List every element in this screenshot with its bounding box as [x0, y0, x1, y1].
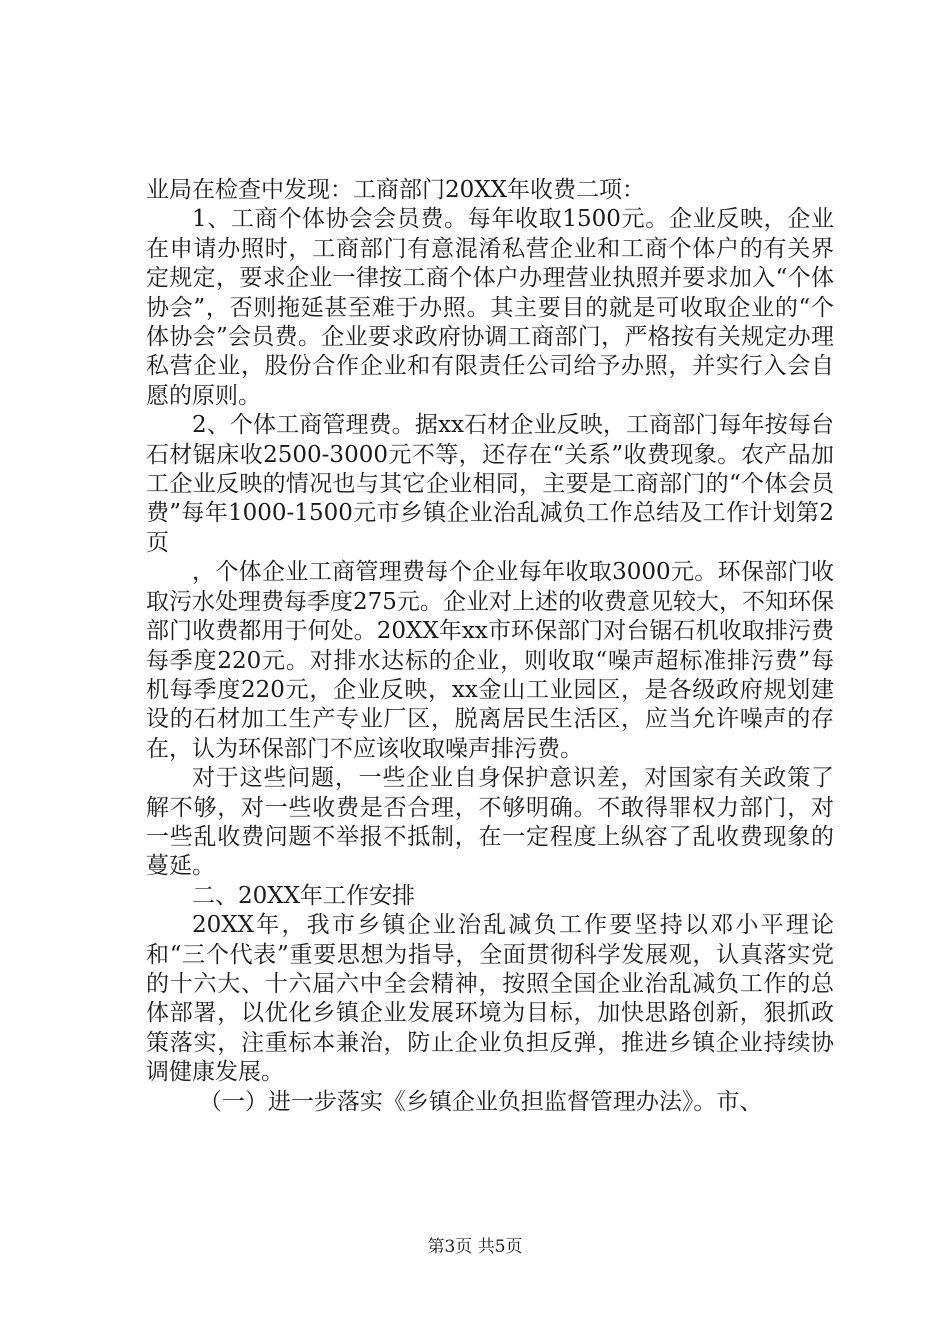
paragraph-fees-continued: ，个体企业工商管理费每个企业每年收取3000元。环保部门收取污水处理费每季度275元。企业对上述的收费意见较大，不知环保部门收费都用于何处。20XX年xx市环保部门对台锯石机收取排污费每季度220元。对排水达标的企业，则收取“噪声超标准排污费”每机每季度220元，企业反映，xx金山工业园区，是各级政府规划建设的石材加工生产专业厂区，脱离居民生活区，应当允许噪声的存在，认为环保部门不应该收取噪声排污费。 [146, 559, 834, 762]
paragraph-problems: 对于这些问题，一些企业自身保护意识差，对国家有关政策了解不够，对一些收费是否合理，不够明确。不敢得罪权力部门，对一些乱收费问题不举报不抵制，在一定程度上纵容了乱收费现象的蔓延。 [146, 765, 834, 880]
paragraph-item-2: 2、个体工商管理费。据xx石材企业反映，工商部门每年按每台石材锯床收2500-3000元不等，还存在“关系”收费现象。农产品加工企业反映的情况也与其它企业相同，主要是工商部门的“个体会员费”每年1000-1500元市乡镇企业治乱减负工作总结及工作计划第2页 [146, 412, 834, 556]
section-heading-work-plan: 二、20XX年工作安排 [192, 882, 416, 909]
paragraph-item-1: 1、工商个体协会会员费。每年收取1500元。企业反映，企业在申请办照时，工商部门有意混淆私营企业和工商个体户的有关界定规定，要求企业一律按工商个体户办理营业执照并要求加入“个体协会”，否则拖延甚至难于办照。其主要目的就是可收取企业的“个体协会”会员费。企业要求政府协调工商部门，严格按有关规定办理私营企业，股份合作企业和有限责任公司给予办照，并实行入会自愿的原则。 [146, 206, 834, 409]
document-body [146, 176, 834, 1117]
paragraph-work-plan: 20XX年，我市乡镇企业治乱减负工作要坚持以邓小平理论和“三个代表”重要思想为指导，全面贯彻科学发展观，认真落实党的十六大、十六届六中全会精神，按照全国企业治乱减负工作的总体部署，以优化乡镇企业发展环境为目标，加快思路创新，狠抓政策落实，注重标本兼治，防止企业负担反弹，推进乡镇企业持续协调健康发展。 [146, 912, 834, 1086]
paragraph-continuation: 业局在检查中发现：工商部门20XX年收费二项： [146, 177, 646, 203]
paragraph-subsection-1: （一）进一步落实《乡镇企业负担监督管理办法》。市、 [198, 1088, 763, 1115]
page-number: 第3页 共5页 [427, 1237, 523, 1257]
